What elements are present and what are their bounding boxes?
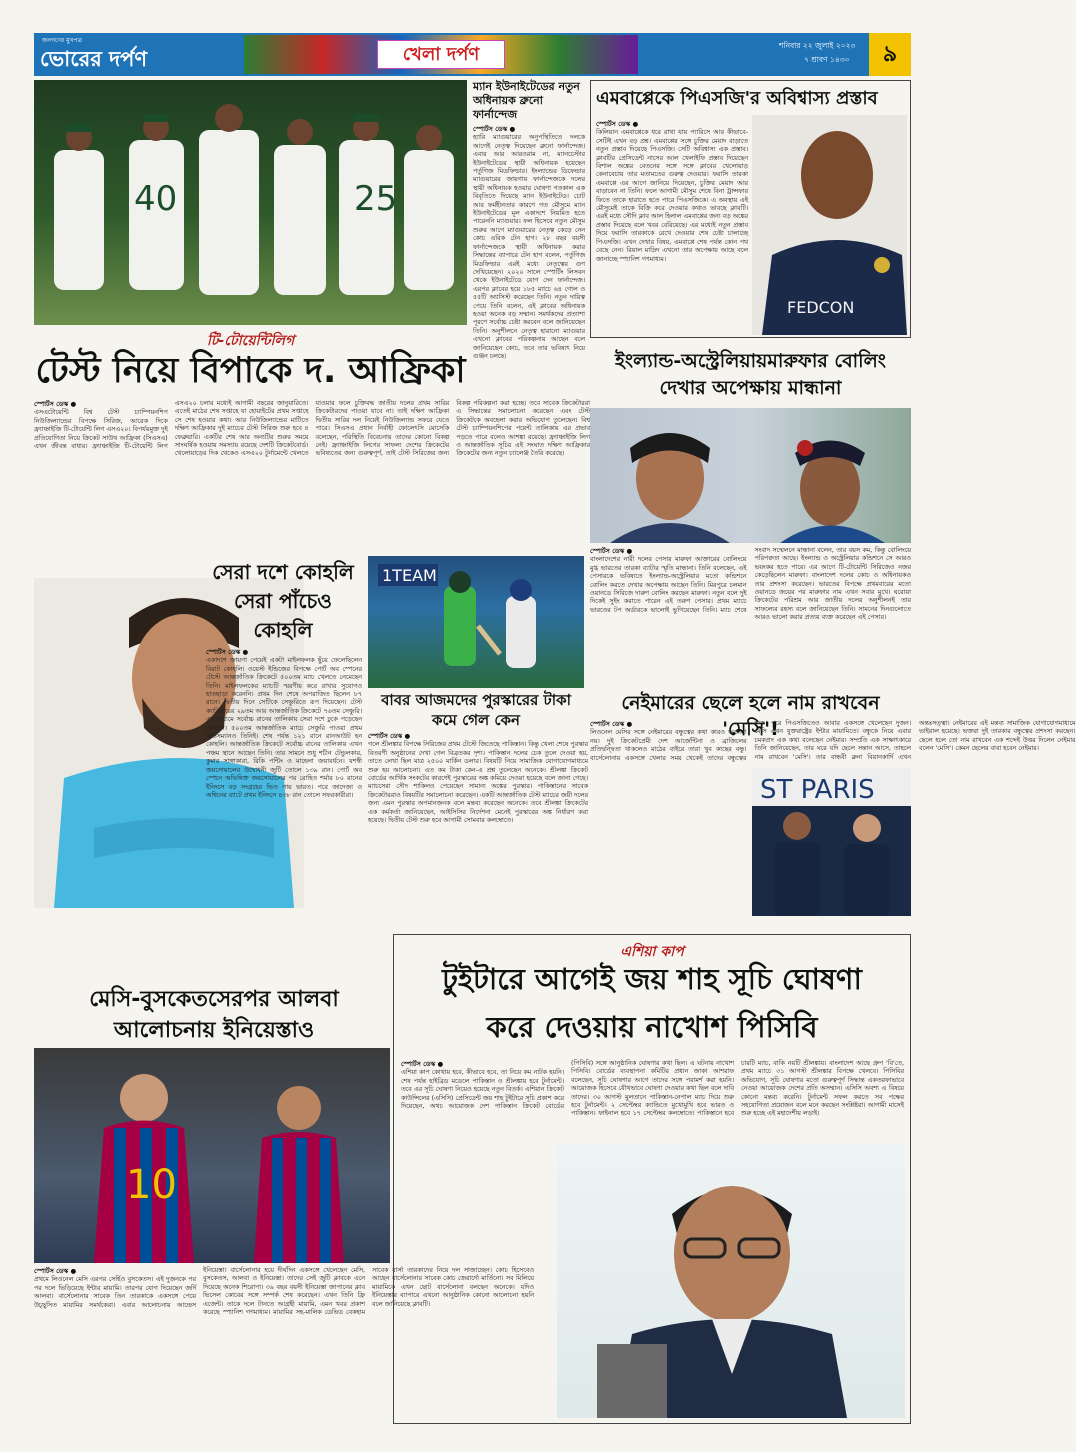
paper-name: ভোরের দর্পণ bbox=[40, 47, 148, 71]
pcb-kicker: এশিয়া কাপ bbox=[620, 944, 684, 960]
manu-credit: স্পোর্টস ডেস্ক ● bbox=[473, 125, 516, 133]
mbappe-body-text: কিলিয়ান এমবাপ্পেকে ধরে রাখা যায় প্যারিসে আর কীভাবে-সেটিই এখন বড় প্রশ্ন। এমবাপ্পের সঙ্গে চুক্তির মেয়াদ বাড়াতে নতুন প্রস্তাব দিয়েছে পিএসজি। সেটি অবিশ্বাস্য এক প্রস্তাব। ক্লাবটির প্রেসিডেন্ট নাসের আল খেলাইফি প্রস্তাব দিয়েছেন বিশাল অঙ্কের বেতনের সঙ্গে সঙ্গে ক্লাবের খেলোয়াড় কেনাবেচায় তার মতামতের গুরুত্ব দেওয়ার। ফরাসি তারকা এমবাপ্পে এর আগে জানিয়ে দিয়েছেন, চুক্তির মেয়াদ আর বাড়াবেন না তিনি। ফলে আগামী মৌসুম শেষে বিনা ট্রান্সফার ফিতে তাকে হারাতে হতে পারে পিএসজিকে। এ অবস্থায় এই মৌসুমেই তাকে বিক্রি করে দেওয়ার কথাও ভাবছে ক্লাবটি। এরই মধ্যে সৌদি ক্লাব আল হিলাল এমবাপ্পের জন্য বড় অঙ্কের প্রস্তাব দিয়েছে বলে খবর বেরিয়েছে। এর মধ্যেই নতুন প্রস্তাব দিয়ে ফরাসি তারকাকে রেখে দেওয়ার শেষ চেষ্টা চালাচ্ছে পিএসজি। এখন দেখার বিষয়, এমবাপ্পে শেষ পর্যন্ত কোন পথ বেছে নেন। রিয়াল মাদ্রিদ এখনো তার অপেক্ষায় আছে বলে জানাচ্ছে স্প্যানিশ গণমাধ্যম। bbox=[596, 129, 748, 263]
svg-text:1TEAM: 1TEAM bbox=[382, 566, 437, 585]
kohli-body-text: একাদশে জায়গা পেয়েই একটা মাইলফলক ছুঁয়ে ফেলেছিলেন বিরাট কোহলি। ওয়েস্ট ইন্ডিজের বিপক্ষে পোর্ট অব স্পেনের টেস্টে আন্তর্জাতিক ক্রিকেটে ৫০০তম ম্যাচ খেলতে নেমেছেন তিনি। মাইলফলকের ম্যাচটি স্মরণীয় করে রাখার সুযোগও হাতছাড়া করেননি। প্রথম দিন শেষে অপরাজিত ছিলেন ৮৭ রানে। দ্বিতীয় দিনে সেটিকে সেঞ্চুরিতে রূপ দিয়েছেন। টেস্ট ক্যারিয়ারের ২৯তম আর আন্তর্জাতিক ক্রিকেটে ৭৬তম সেঞ্চুরি। এর মাধ্যমে সর্বোচ্চ রানের তালিকায় সেরা দশে ঢুকে পড়েছেন কোহলি। ৫০০তম আন্তর্জাতিক ম্যাচে সেঞ্চুরি পাওয়া প্রথম ব্যাটসম্যানও তিনিই। শেষ পর্যন্ত ১২১ রানে রানআউট হন কোহলি। আন্তর্জাতিক ক্রিকেটে সর্বোচ্চ রানের তালিকায় এখন পঞ্চম স্থানে আছেন তিনি। তার সামনে শুধু শচীন টেন্ডুলকার, কুমার সাঙ্গাকারা, রিকি পন্টিং ও মাহেলা জয়াবর্ধনে। যশস্বী জয়সোয়ালের উদ্বোধনী জুটি তোলে ১৩৯ রান। পোর্ট অব স্পেনে অভিষিক্ত জয়সোয়ালের পর রোহিত শর্মার ৮০ রানের ইনিংসে বড় সংগ্রহের ভিত পায় ভারত। পরে জাদেজা ও অশ্বিনের ব্যাটে প্রথম ইনিংসে ৪৩৮ রান তোলে সফরকারীরা। bbox=[206, 657, 362, 799]
messi-headline-2: আলোচনায় ইনিয়েস্তাও bbox=[113, 1018, 315, 1043]
date-line-2: ৭ শ্রাবণ ১৪৩০ bbox=[804, 55, 850, 64]
jay-shah-photo bbox=[557, 1144, 905, 1418]
mbappe-credit: স্পোর্টস ডেস্ক ● bbox=[596, 120, 639, 128]
sa-kicker: টি-টোয়েন্টিলিগ bbox=[206, 333, 295, 349]
jay-shah-illustration bbox=[557, 1144, 905, 1418]
kohli-body bbox=[206, 648, 362, 908]
kohli-headline-3: কোহলি bbox=[253, 618, 313, 642]
date-line-1: শনিবার ২২ জুলাই ২০২৩ bbox=[779, 41, 856, 50]
manu-body-text: হ্যারি ম্যাগুয়ারের অনুপস্থিতিতে দলকে আগেই নেতৃত্ব দিয়েছেন ব্রুনো ফার্নান্দেজ। এবার আর আরওরাম না, ম্যানচেস্টার ইউনাইটেডের স্থায়ী অধিনায়ক হয়েছেন পর্তুগিজ মিডফিল্ডার। ইংল্যান্ডের ডিফেন্ডার ম্যাগুয়ারের জায়গায় ফার্নান্দেজকে দলের স্থায়ী অধিনায়ক হওয়ার ঘোষণা গতকাল এক বিবৃতিতে দিয়েছে ম্যান ইউনাইটেড। চোট আর ফর্মহীনতার কারণে গত মৌসুমে ম্যান ইউনাইটেডের মূল একাদশে নিয়মিত হতে পারেননি ম্যাগুয়ার। ফল হিসেবে নতুন মৌসুম শুরুর আগে ম্যাগুয়ারের নেতৃত্ব কেড়ে নেন কোচ এরিক টেন হাগ। ২৮ বছর বয়সী ফার্নান্দেজকে স্থায়ী অধিনায়ক করার সিদ্ধান্তের ব্যাপারে টেন হাগ বলেন, পর্তুগিজ মিডফিল্ডার এরই মধ্যে নেতৃত্বের গুণ দেখিয়েছেন। ২০২০ সালে স্পোর্টিং লিসবন থেকে ইউনাইটেডে যোগ দেন ফার্নান্দেজ। এরপর ক্লাবের হয়ে ১৮৫ ম্যাচে ৬৪ গোল ও ৫৫টি অ্যাসিস্ট করেছেন তিনি। নতুন দায়িত্ব পেয়ে তিনি বলেন, এই ক্লাবের অধিনায়ক হওয়া অনেক বড় সম্মান। সমর্থকদের প্রত্যাশা পূরণে সর্বোচ্চ চেষ্টা করবেন বলে জানিয়েছেন তিনি। অনুশীলনে নেতৃত্ব হারানো ম্যাগুয়ার এখনো ক্লাবের পরিকল্পনায় আছেন বলে জানিয়েছেন কোচ, তবে তার ভবিষ্যৎ নিয়ে গুঞ্জন চলছে। bbox=[473, 134, 585, 360]
sa-headline: টেস্ট নিয়ে বিপাকে দ. আফ্রিকা bbox=[35, 351, 466, 391]
svg-text:40: 40 bbox=[134, 179, 178, 219]
neymar-body-text: লিওনেল মেসির সঙ্গে নেইমারের বন্ধুত্বের কথা কারও অজানা নয়। দুই ক্রিকেটপ্রেমী দেশ আর্জেন্টিনা ও ব্রাজিলের প্রতিদ্বন্দ্বিতা থাকলেও মাঠের বাইরে তারা খুব কাছের বন্ধু। বার্সেলোনায় একসঙ্গে খেলার সময় থেকেই তাদের বন্ধুত্বের শুরু। পরে পিএসজিতেও আবার একসঙ্গে খেলেছেন দুজন। মেসি এখন যুক্তরাষ্ট্রের ইন্টার মায়ামিতে। বন্ধুকে নিয়ে এবার চমকপ্রদ এক কথা বলেছেন নেইমার। সম্প্রতি এক সাক্ষাৎকারে তিনি জানিয়েছেন, তার ঘরে যদি ছেলে সন্তান আসে, তাহলে নাম রাখবেন 'মেসি'। তার বান্ধবী ব্রুনা বিয়ানকার্দি এখন অন্তঃসত্ত্বা। নেইমারের এই মন্তব্য সামাজিক যোগাযোগমাধ্যমে ভাইরাল হয়েছে। ভক্তরা দুই তারকার বন্ধুত্বের প্রশংসা করছেন। ছেলে হলে তো নাম রাখবেন এক শব্দেই উত্তর দিলেন নেইমার বলেন 'মেসি'। কেমন ছেলের বাবা হবেন নেইমার। bbox=[590, 720, 1076, 762]
sa-team-photo bbox=[34, 80, 467, 325]
sa-body bbox=[34, 400, 590, 540]
pcb-headline-2: করে দেওয়ায় নাখোশ পিসিবি bbox=[486, 1010, 818, 1044]
babar-credit: স্পোর্টস ডেস্ক ● bbox=[368, 732, 411, 740]
manu-headline: ম্যান ইউনাইটেডের নতুন অধিনায়ক ব্রুনো ফার্নান্দেজ bbox=[473, 80, 580, 121]
page-number-box bbox=[869, 33, 911, 76]
neymar-body bbox=[590, 720, 1076, 764]
neymar-headline: নেইমারের ছেলে হলে নাম রাখবেন 'মেসি'! bbox=[621, 692, 880, 740]
kohli-headline-2: সেরা পাঁচেও bbox=[233, 589, 333, 613]
pcb-body bbox=[401, 1060, 904, 1140]
mbappe-photo bbox=[752, 115, 907, 335]
messi-headline-1: মেসি-বুসকেতসেরপর আলবা bbox=[89, 987, 339, 1012]
mandhana-body bbox=[590, 547, 911, 684]
neymar-illustration bbox=[752, 768, 911, 916]
babar-photo bbox=[368, 556, 584, 688]
babar-body-text: গলে শ্রীলঙ্কার বিপক্ষে সিরিজের প্রথম টেস্টে জিতেছে পাকিস্তান। কিন্তু খেলা শেষে পুরস্কার বিতরণী অনুষ্ঠানের দেখা গেল বিব্রতকর দৃশ্য। পাকিস্তান দলের চেক তুলে দেওয়া হয়, তাতে লেখা ছিল মাত্র ২৫০০ মার্কিন ডলার। বিষয়টি নিয়ে সামাজিক যোগাযোগমাধ্যমে শুরু হয় আলোচনা। এত কম টাকা কেন-এ প্রশ্ন তুলেছেন অনেকে। শ্রীলঙ্কা ক্রিকেট বোর্ডের আর্থিক সংকটের কারণেই পুরস্কারের অঙ্ক কমিয়ে দেওয়া হয়েছে বলে জানা গেছে। ম্যাচসেরা সৌদ শাকিলও পেয়েছেন সামান্য অঙ্কের পুরস্কার। পাকিস্তানের সাবেক ক্রিকেটাররাও বিষয়টির সমালোচনা করেছেন। একটি আন্তর্জাতিক টেস্ট ম্যাচের জয়ী দলের জন্য এমন পুরস্কার অপমানজনক বলে মন্তব্য করেছেন অনেকে। তবে শ্রীলঙ্কা ক্রিকেটের এক কর্মকর্তা জানিয়েছেন, আইসিসির নির্দেশনা মেনেই পুরস্কারের অঙ্ক নির্ধারণ করা হয়েছে। দ্বিতীয় টেস্ট শুরু হবে আগামী সোমবার কলম্বোতে। bbox=[368, 741, 588, 825]
mandhana-credit: স্পোর্টস ডেস্ক ● bbox=[590, 547, 633, 555]
neymar-body-col2 bbox=[590, 768, 746, 916]
pcb-body-lower bbox=[401, 1144, 551, 1414]
mandhana-photo bbox=[590, 408, 911, 543]
section-name-box bbox=[377, 40, 505, 69]
kohli-credit: স্পোর্টস ডেস্ক ● bbox=[206, 648, 249, 656]
mbappe-illustration bbox=[752, 115, 907, 335]
pcb-body-text: এশিয়া কাপ কোথায় হবে, কীভাবে হবে, তা নিয়ে কম নাটক হয়নি। শেষ পর্যন্ত হাইব্রিড মডেলে পাকিস্তান ও শ্রীলঙ্কায় হবে টুর্নামেন্ট। তবে এর সূচি ঘোষণা নিয়েও হয়েছে নতুন বিতর্ক। এশিয়ান ক্রিকেট কাউন্সিলের (এসিসি) প্রেসিডেন্ট জয় শাহ টুইটারে সূচি প্রকাশ করে দিয়েছেন, অথচ আয়োজক দেশ পাকিস্তান ক্রিকেট বোর্ডের (পিসিবি) সঙ্গে আনুষ্ঠানিক ঘোষণার কথা ছিল। এ ঘটনায় নাখোশ পিসিবি। বোর্ডের ব্যবস্থাপনা কমিটির প্রধান জাকা আশরাফ বলেছেন, সূচি ঘোষণার আগে তাদের সঙ্গে পরামর্শ করা হয়নি। আয়োজক হিসেবে যৌথভাবে ঘোষণা দেওয়ার কথা ছিল বলে দাবি তাদের। ৩০ আগস্ট মুলতানে পাকিস্তান-নেপাল ম্যাচ দিয়ে শুরু হবে টুর্নামেন্ট। ২ সেপ্টেম্বর ক্যান্ডিতে মুখোমুখি হবে ভারত ও পাকিস্তান। ফাইনাল হবে ১৭ সেপ্টেম্বর কলম্বোতে। পাকিস্তানে হবে চারটি ম্যাচ, বাকি নয়টি শ্রীলঙ্কায়। বাংলাদেশ আছে গ্রুপ 'বি'তে, প্রথম ম্যাচে ৩১ আগস্ট শ্রীলঙ্কার বিপক্ষে খেলবে। পিসিবির অভিযোগ, সূচি ঘোষণার মতো গুরুত্বপূর্ণ সিদ্ধান্ত একতরফাভাবে নেওয়া আয়োজক দেশের প্রতি অসম্মান। এসিসি অবশ্য এ বিষয়ে কোনো মন্তব্য করেনি। টুর্নামেন্ট সফল করতে সব পক্ষের সহযোগিতা প্রয়োজন বলে মনে করছেন সংশ্লিষ্টরা। আগামী মাসেই শুরু হচ্ছে এই মহাদেশীয় লড়াই। bbox=[401, 1060, 904, 1118]
babar-headline: বাবর আজমদের পুরস্কারের টাকা কমে গেল কেন bbox=[381, 691, 571, 729]
manu-body bbox=[473, 125, 585, 395]
section-name: খেলা দর্পণ bbox=[402, 44, 480, 65]
paper-tagline: জনগণের মুখপত্র bbox=[42, 37, 82, 44]
svg-text:25: 25 bbox=[354, 179, 398, 219]
mandhana-illustration bbox=[590, 408, 911, 543]
svg-text:ST PARIS: ST PARIS bbox=[760, 775, 875, 805]
masthead bbox=[34, 33, 911, 76]
messi-photo bbox=[34, 1048, 390, 1263]
messi-credit: স্পোর্টস ডেস্ক ● bbox=[34, 1267, 77, 1275]
neymar-credit: স্পোর্টস ডেস্ক ● bbox=[590, 720, 633, 728]
mandhana-body-text: বাংলাদেশের নারী দলের পেসার মারুফা আক্তারের বোলিংয়ে মুগ্ধ ভারতের তারকা ব্যাটার স্মৃতি মান্ধানা। তিনি বলেছেন, এই পেসারকে ভবিষ্যতে ইংল্যান্ড-অস্ট্রেলিয়ার মতো কন্ডিশনে বোলিং করতে দেখার অপেক্ষায় আছেন তিনি। মিরপুরে চলমান ওয়ানডে সিরিজে দারুণ বোলিং করছেন মারুফা। নতুন বলে দুই দিকেই সুইং করাতে পারেন এই তরুণ পেসার। প্রথম ম্যাচে ভারতের টপ অর্ডারকে ভালোই ভুগিয়েছেন তিনি। ম্যাচ শেষে সংবাদ সম্মেলনে মান্ধানা বলেন, তার বয়স কম, কিন্তু বোলিংয়ে পরিপক্বতা আছে। ইংল্যান্ড ও অস্ট্রেলিয়ার কন্ডিশনে সে আরও ভয়ংকর হতে পারে। এর আগে টি-টোয়েন্টি সিরিজেও নজর কেড়েছিলেন মারুফা। বাংলাদেশ দলের কোচ ও অধিনায়কও তার প্রশংসা করেছেন। ভারতের বিপক্ষে প্রথমবারের মতো ওয়ানডে জয়ের পর মারুফার নাম এখন সবার মুখে। ঘরোয়া ক্রিকেটের পরিশ্রম আর জাতীয় দলের অনুশীলনই তার সাফল্যের রহস্য বলে জানিয়েছেন তিনি। সামনের দিনগুলোতে আরও ভালো করার প্রত্যয় ব্যক্ত করেছেন এই পেসার। bbox=[590, 547, 911, 622]
babar-body bbox=[368, 732, 588, 910]
messi-illustration bbox=[34, 1048, 390, 1263]
sa-body-text: এসএটোয়েন্টি বিশ্ব টেস্ট চ্যাম্পিয়নশিপ নিউজিল্যান্ডের বিপক্ষে সিরিজ, আরেক দিকে ফ্র্যাঞ্চাইজি টি-টোয়েন্টি লিগ এসএ২০। বিপর্যয়মুক্ত দুই প্রতিযোগিতা নিয়ে ক্রিকেট সাউথ আফ্রিকা (সিএসএ) এখন জীবন্ত বাধার। ফ্র্যাঞ্চাইজি টি-টোয়েন্টি লিগ এসএ২০ চলার মধ্যেই আগামী বছরের জানুয়ারিতে। এতেই মাঠের শেষ সপ্তাহে যা হোয়াইটের প্রথম সপ্তাহে সে শেষ হওয়ার কথা। আর নিউজিল্যান্ডের মাটিতে দক্ষিণ আফ্রিকার দুই ম্যাচের টেস্ট সিরিজ শুরু হবে ৪ ফেব্রুয়ারি। একটির শেষ আর অন্যটির শুরুর সময়ে সাংঘর্ষিক হওয়ায় সমস্যায় রয়েছে দেশটি ক্রিকেটবোর্ড। খেলোয়াড়ের দিক থেকেও এসএ২০ টুর্নামেন্টে খেলতে যাওয়ার ফলে চুক্তিবদ্ধ জাতীয় দলের প্রথম সারির ক্রিকেটারদের পাওয়া যাবে না। তাই দক্ষিণ আফ্রিকা দ্বিতীয় সারির দল নিয়েই নিউজিল্যান্ড সফরে যেতে পারে। সিএসএ প্রধান নির্বাহী ফোলেৎসি মোসেকি বলেছেন, পরিস্থিতি বিবেচনায় তাদের কোনো বিকল্প নেই। ফ্র্যাঞ্চাইজি লিগের সাফল্য দেশের ক্রিকেটের ভবিষ্যতের জন্য গুরুত্বপূর্ণ, তাই টেস্ট সিরিজের জন্য বিকল্প পরিকল্পনা করা হচ্ছে। তবে সাবেক ক্রিকেটাররা এ সিদ্ধান্তের সমালোচনা করেছেন এবং টেস্ট ক্রিকেটকে অবহেলা করার অভিযোগ তুলেছেন। বিশ্ব টেস্ট চ্যাম্পিয়নশিপের পয়েন্ট তালিকায় এর প্রভাব পড়তে পারে বলেও আশঙ্কা রয়েছে। ফ্র্যাঞ্চাইজি লিগ ও আন্তর্জাতিক সূচির এই সংঘাত দক্ষিণ আফ্রিকার ক্রিকেটের জন্য নতুন চ্যালেঞ্জ তৈরি করেছে। bbox=[34, 400, 590, 458]
messi-body-text: প্রথমে লিওনেল মেসি এরপর সের্হিও বুসকেতস। এই দুজনকে পর পর দলে ভিড়িয়েছে ইন্টার মায়ামি। তারপর যোগ দিয়েছেন জর্দি আলবা। বার্সেলোনার সাবেক তিন তারকাকে একসঙ্গে পেয়ে উচ্ছ্বসিত মায়ামির সমর্থকেরা। এবার আলোচনায় আন্দ্রেস ইনিয়েস্তা। বার্সেলোনার হয়ে দীর্ঘদিন একসঙ্গে খেলেছেন মেসি, বুসকেতস, আলবা ও ইনিয়েস্তা। তাদের সেই জুটি ক্লাবকে এনে দিয়েছে অনেক শিরোপা। ৩৯ বছর বয়সী ইনিয়েস্তা জাপানের ক্লাব ভিসেল কোবের সঙ্গে সম্পর্ক শেষ করেছেন। এখন তিনি ফ্রি এজেন্ট। তাকে দলে টানতে আগ্রহী মায়ামি, এমন খবর প্রকাশ করেছে স্প্যানিশ গণমাধ্যম। মায়ামির সহ-মালিক ডেভিড বেকহাম সাবেক বার্সা তারকাদের নিয়ে দল সাজাচ্ছেন। কোচ হিসেবেও আছেন বার্সেলোনার সাবেক কোচ জেরার্দো মার্তিনো। সব মিলিয়ে মায়ামিকে এখন ছোট বার্সেলোনা বলছেন অনেকে। যদিও ইনিয়েস্তার ব্যাপারে এখনো আনুষ্ঠানিক কোনো আলোচনা হয়নি বলে জানিয়েছে ক্লাবটি। bbox=[34, 1267, 534, 1317]
pcb-credit: স্পোর্টস ডেস্ক ● bbox=[401, 1060, 444, 1068]
kohli-headline-1: সেরা দশে কোহলি bbox=[212, 560, 354, 584]
babar-illustration bbox=[368, 556, 584, 688]
neymar-photo bbox=[752, 768, 911, 916]
sa-credit: স্পোর্টস ডেস্ক ● bbox=[34, 400, 77, 408]
mbappe-body bbox=[596, 120, 748, 332]
mbappe-headline: এমবাপ্পেকে পিএসজি'র অবিশ্বাস্য প্রস্তাব bbox=[596, 88, 878, 109]
svg-text:10: 10 bbox=[126, 1162, 177, 1208]
pcb-headline-1: টুইটারে আগেই জয় শাহ সূচি ঘোষণা bbox=[442, 962, 862, 996]
section-banner bbox=[244, 35, 638, 74]
svg-text:FEDCON: FEDCON bbox=[787, 298, 855, 317]
sa-players-illustration bbox=[34, 80, 467, 325]
page-number: ৯ bbox=[882, 42, 898, 67]
mandhana-headline: ইংল্যান্ড-অস্ট্রেলিয়ায়মারুফার বোলিং দেখার অপেক্ষায় মান্ধানা bbox=[615, 350, 886, 399]
